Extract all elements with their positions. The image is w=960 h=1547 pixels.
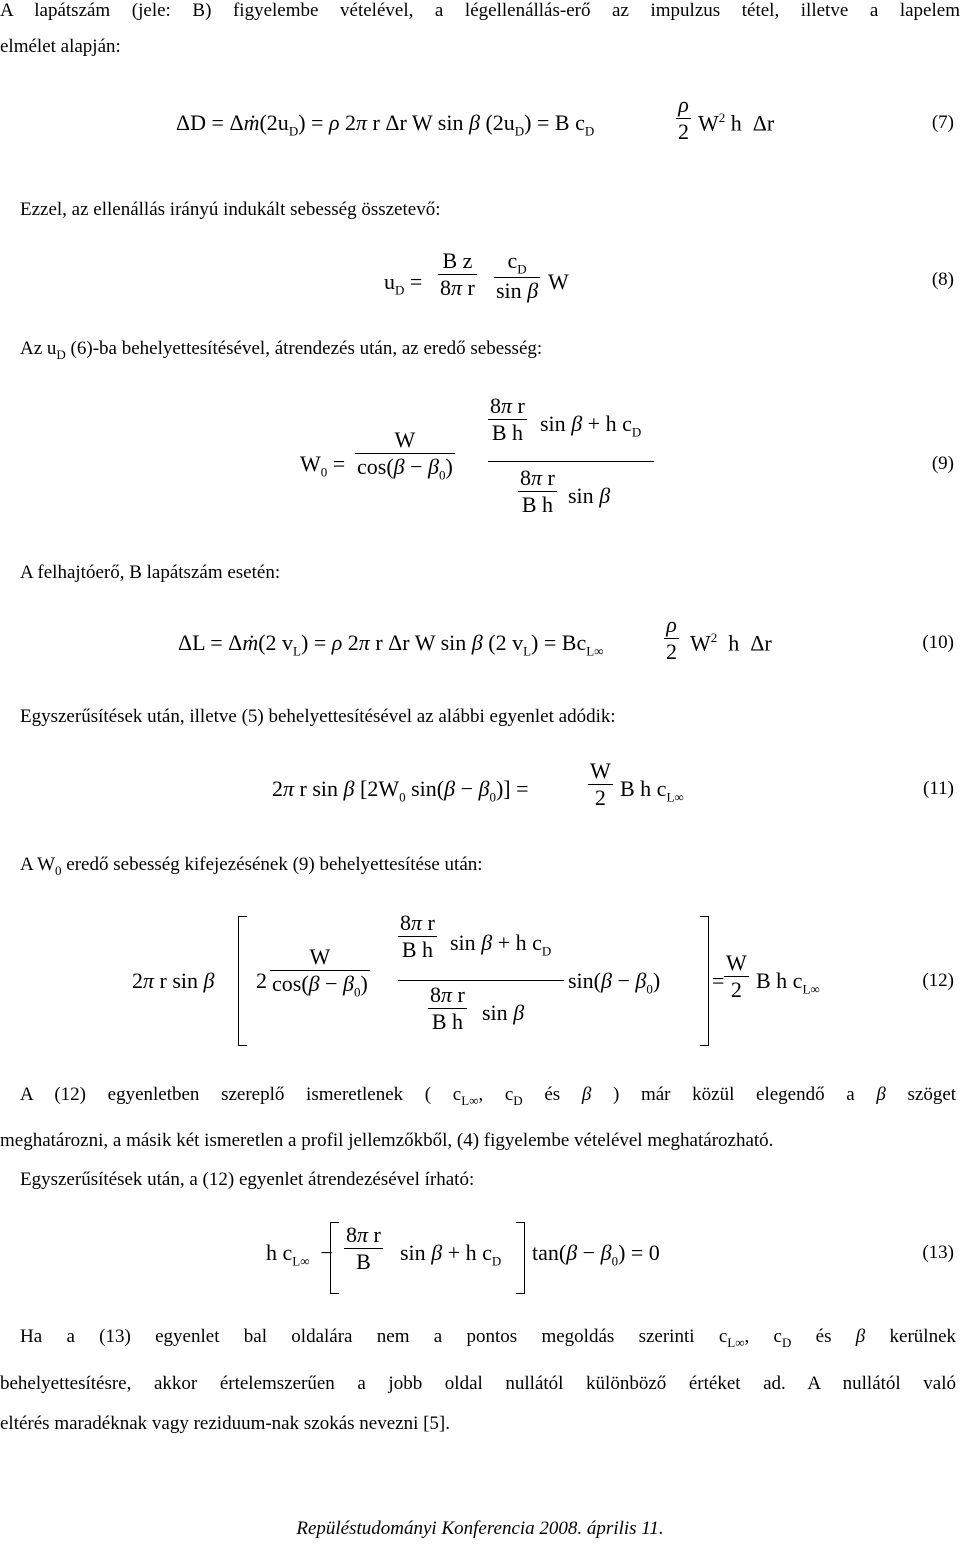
paragraph-8: Egyszerűsítések után, a (12) egyenlet átrendezésével írható: (20, 1169, 475, 1190)
equation-13: h $c_{L\infty}$ − $\frac{\text{8π r}}{B}$ sin β + h $c_D$ $\tan(\beta - \beta_0) = 0$ (13) (0, 1222, 960, 1302)
paragraph-6: A $W_0$ eredő sebesség kifejezésének (9) behelyettesítése után: (20, 854, 483, 878)
footer-conference: Repüléstudományi Konferencia 2008. április 11. (296, 1518, 664, 1539)
paragraph-9-line-3: eltérés maradéknak vagy reziduum-nak szokás nevezni [5]. (0, 1413, 450, 1434)
paragraph-7-line-2: meghatározni, a másik két ismeretlen a profil jellemzőkből, (4) figyelembe vételével meghatározható. (0, 1130, 774, 1151)
paragraph-9-line-1: Ha a (13) egyenlet bal oldalára nem a pontos megoldás szerinti $c_{L\infty}$, $c_D$ és β kerülnek (20, 1326, 957, 1350)
equation-9: $W_0$ = $\frac{W}{\cos(\beta - \beta_0)}$ $\frac{\text{8π r}}{\text{B h}}$ sin β + h $c_D$ $\frac{\text{8π r}}{\text{B h}}$ sin β (9) (300, 393, 954, 517)
equation-number-12: (12) (922, 970, 954, 991)
equation-11: 2π r sin β [$2W_0$ $\sin(\beta - \beta_0)$] = $\frac{W}{2}$ B h $c_{L\infty}$ (11) (272, 758, 954, 810)
paragraph-1-line-2: elmélet alapján: (0, 36, 121, 57)
paragraph-7-line-1: A (12) egyenletben szereplő ismeretlenek ( $c_{L\infty}$, $c_D$ és β ) már közül elegendő a β szöget (20, 1084, 957, 1108)
paragraph-5: Egyszerűsítések után, illetve (5) behelyettesítésével az alábbi egyenlet adódik: (20, 706, 616, 727)
paragraph-9-line-2: behelyettesítésre, akkor értelemszerűen a jobb oldal nullától különböző értéket ad. A nullától való (0, 1373, 956, 1394)
equation-number-8: (8) (931, 269, 954, 290)
equation-number-11: (11) (923, 778, 954, 799)
paragraph-4: A felhajtóerő, B lapátszám esetén: (20, 562, 281, 583)
equation-7: $\Delta D = \Delta ṁ(2u_D) = \rho$ 2π r Δr W sin β $(2u_D) = B$ $c_D$ $\frac{\rho}{2}$ $W^2$ h Δr (7) (176, 92, 954, 144)
equation-8: $u_D$ = $\frac{\text{B z}}{\text{8π r}}$ $\frac{c_D}{\text{sin β}}$ W (8) (384, 248, 954, 304)
equation-number-13: (13) (922, 1242, 954, 1263)
paragraph-3: Az $u_D$ (6)-ba behelyettesítésével, átrendezés után, az eredő sebesség: (20, 338, 543, 362)
paragraph-2: Ezzel, az ellenállás irányú indukált sebesség összetevő: (20, 199, 441, 220)
equation-number-10: (10) (922, 632, 954, 653)
paragraph-1-line-1: A lapátszám (jele: B) figyelembe vételével, a légellenállás-erő az impulzus tétel, illetve a lapelem (0, 0, 960, 21)
equation-10: ΔL = Δṁ(2 $v_L) = \rho$ 2π r Δr W sin β (2 $v_L) = Bc_{L\infty}$ $\frac{\rho}{2}$ $W^2$ h Δr (10) (178, 612, 954, 664)
equation-number-9: (9) (931, 453, 954, 474)
equation-12: 2π r sin β 2 $\frac{W}{\cos(\beta - \beta_0)}$ $\frac{\text{8π r}}{\text{B h}}$ sin β + h $c_D$ $\frac{\text{8π r}}{\text{B h}}$ sin β $\sin(\beta - \beta_0)$ = $\frac{W}{2}$ B h $c_{L\infty}$ (12) (0, 910, 960, 1050)
equation-number-7: (7) (931, 112, 954, 133)
